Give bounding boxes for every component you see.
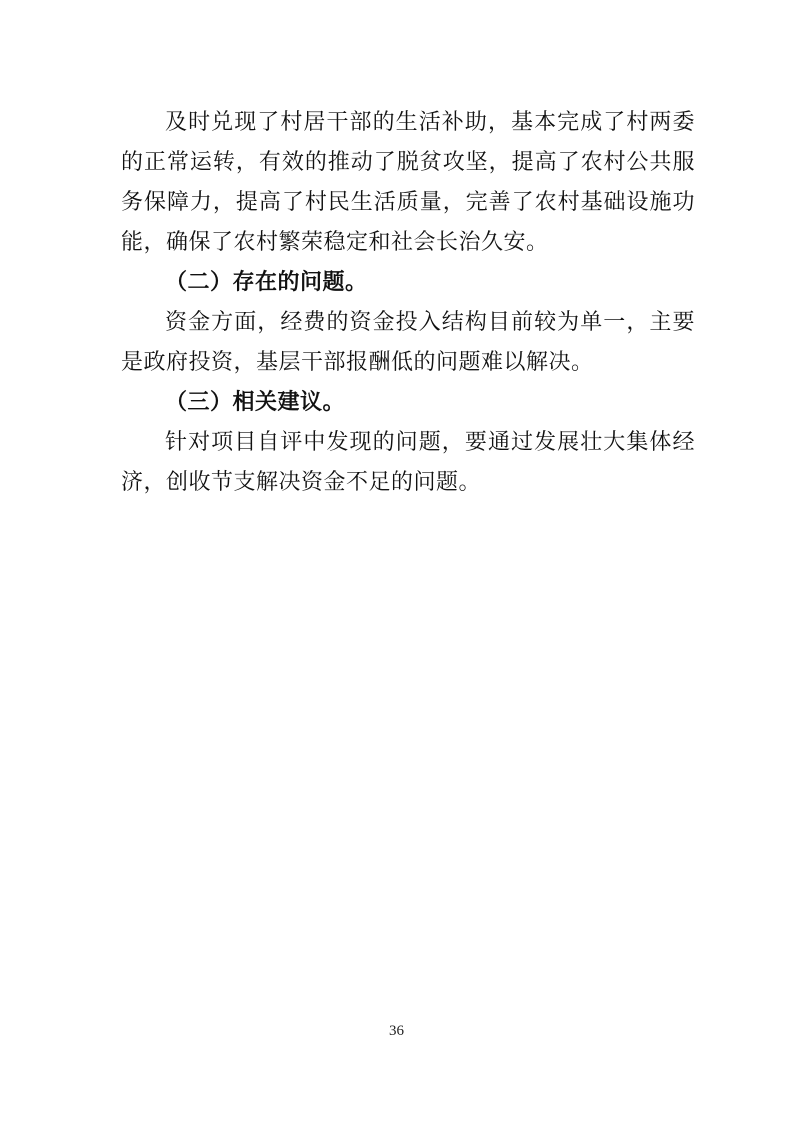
paragraph-recommendation: 针对项目自评中发现的问题，要通过发展壮大集体经济，创收节支解决资金不足的问题。 (121, 429, 695, 494)
document-body (121, 102, 695, 502)
heading-recommendations: （三）相关建议。 (165, 389, 346, 414)
page-number: 36 (389, 1023, 404, 1039)
paragraph-funding-issue: 资金方面，经费的资金投入结构目前较为单一，主要是政府投资，基层干部报酬低的问题难以解决。 (121, 309, 695, 374)
paragraph-achievements: 及时兑现了村居干部的生活补助，基本完成了村两委的正常运转，有效的推动了脱贫攻坚，提高了农村公共服务保障力，提高了村民生活质量，完善了农村基础设施功能，确保了农村繁荣稳定和社会长治久安。 (121, 109, 695, 254)
heading-existing-problems: （二）存在的问题。 (165, 269, 368, 294)
